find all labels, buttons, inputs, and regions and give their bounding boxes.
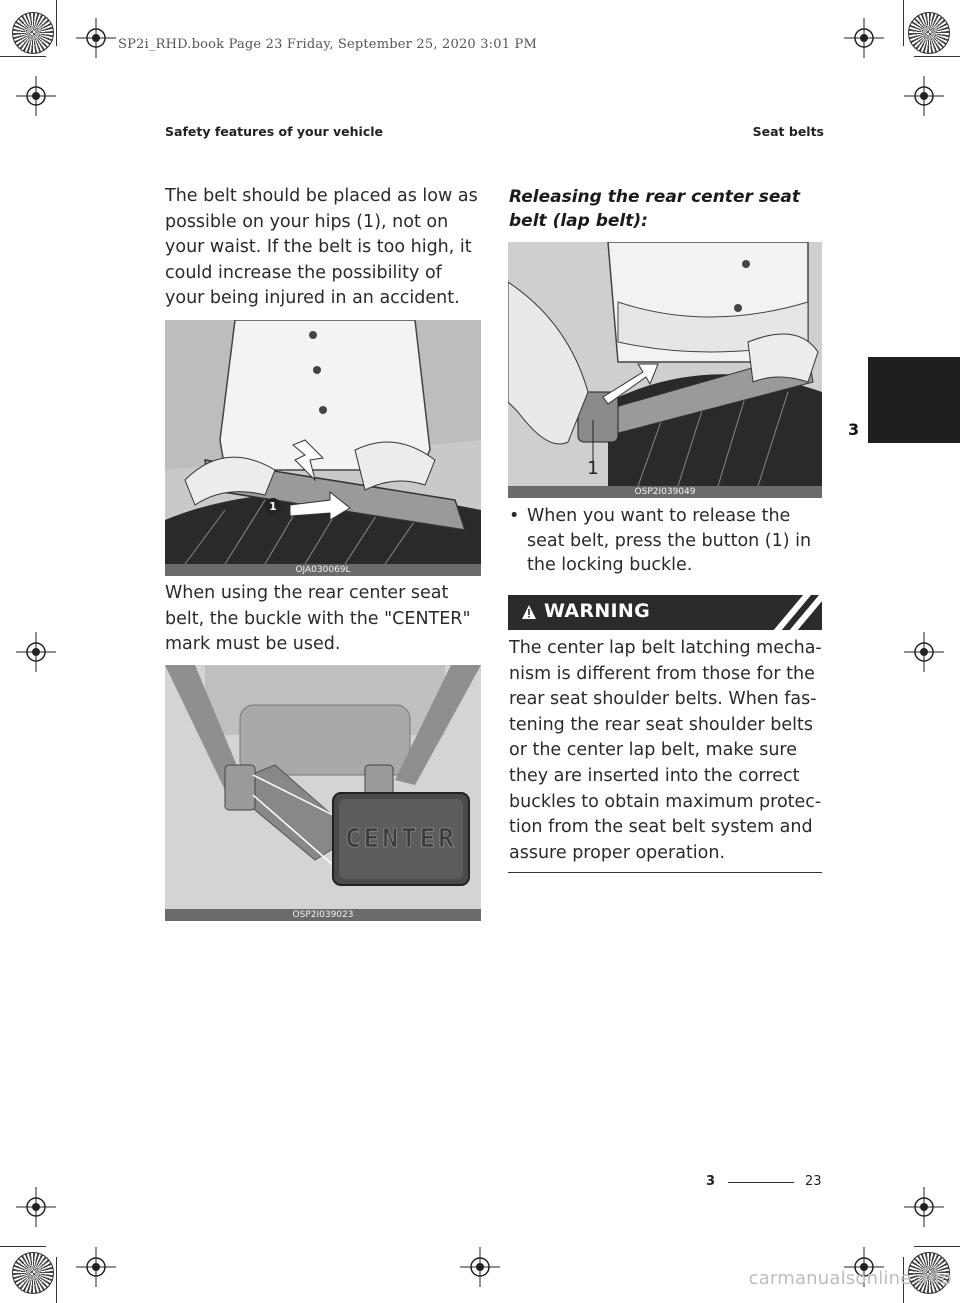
- crosshair-icon: [16, 1187, 56, 1227]
- crop-line: [56, 1257, 57, 1303]
- figure-lap-belt-position: [165, 320, 481, 576]
- printer-rosette-top-right: [908, 12, 950, 54]
- crosshair-icon: [16, 632, 56, 672]
- warning-text: The center lap belt latching mecha-nism is different from those for the rear seat shoulder belts. When fas-tening the rear seat shoulder belts or the center lap belt, make sure they are inserted into the correct buckles to obtain maximum protec-tion from the seat belt system and assure proper operation.: [509, 638, 822, 863]
- chapter-tab-number: 3: [848, 420, 860, 439]
- printer-rosette-top-left: [12, 12, 54, 54]
- callout-1: 1: [587, 458, 599, 479]
- figure-code: OJA030069L: [165, 564, 481, 576]
- header-section-title: Safety features of your vehicle: [165, 124, 383, 139]
- figure-center-buckle: [165, 665, 481, 921]
- figure-release-buckle: [508, 242, 822, 498]
- warning-title: WARNING: [544, 600, 651, 622]
- crop-line: [0, 1246, 46, 1247]
- printer-rosette-bottom-left: [12, 1252, 54, 1294]
- crop-line: [914, 56, 960, 57]
- figure-code: OSP2I039023: [165, 909, 481, 921]
- crop-line: [0, 56, 46, 57]
- crosshair-icon: [460, 1247, 500, 1287]
- center-mark-label: CENTER: [345, 824, 457, 854]
- crosshair-icon: [844, 18, 884, 58]
- crop-line: [914, 1246, 960, 1247]
- bullet-icon: •: [509, 506, 520, 526]
- center-buckle-paragraph: When using the rear center seat belt, the buckle with the "CENTER" mark must be used.: [165, 583, 471, 654]
- svg-text:1: 1: [269, 500, 277, 513]
- footer-divider: [728, 1182, 794, 1183]
- crosshair-icon: [904, 632, 944, 672]
- header-topic-title: Seat belts: [752, 124, 824, 139]
- crosshair-icon: [904, 1187, 944, 1227]
- lap-belt-position-paragraph: The belt should be placed as low as possible on your hips (1), not on your waist. If the belt is too high, it could increase the possibility of your being injured in an accident.: [165, 186, 478, 308]
- warning-banner: [508, 595, 822, 630]
- crosshair-icon: [904, 76, 944, 116]
- crosshair-icon: [16, 76, 56, 116]
- figure-code: OSP2I039049: [508, 486, 822, 498]
- lap-belt-illustration: [165, 320, 481, 576]
- center-buckle-illustration: [165, 665, 481, 921]
- crop-line: [56, 0, 57, 46]
- footer-page-number: 23: [805, 1174, 822, 1189]
- release-buckle-illustration: [508, 242, 822, 498]
- crosshair-icon: [76, 18, 116, 58]
- crosshair-icon: [76, 1247, 116, 1287]
- release-center-belt-heading: Releasing the rear center seat belt (lap belt):: [509, 187, 801, 231]
- warning-end-rule: [508, 872, 822, 873]
- footer-chapter-number: 3: [706, 1174, 716, 1189]
- watermark: carmanualsonline.info: [748, 1268, 952, 1289]
- crop-line: [903, 0, 904, 46]
- bullet-text: When you want to release the seat belt, press the button (1) in the locking buckle.: [527, 506, 812, 575]
- print-info: SP2i_RHD.book Page 23 Friday, September 25, 2020 3:01 PM: [118, 37, 537, 52]
- warning-triangle-icon: [521, 604, 537, 620]
- chapter-tab: [868, 357, 960, 443]
